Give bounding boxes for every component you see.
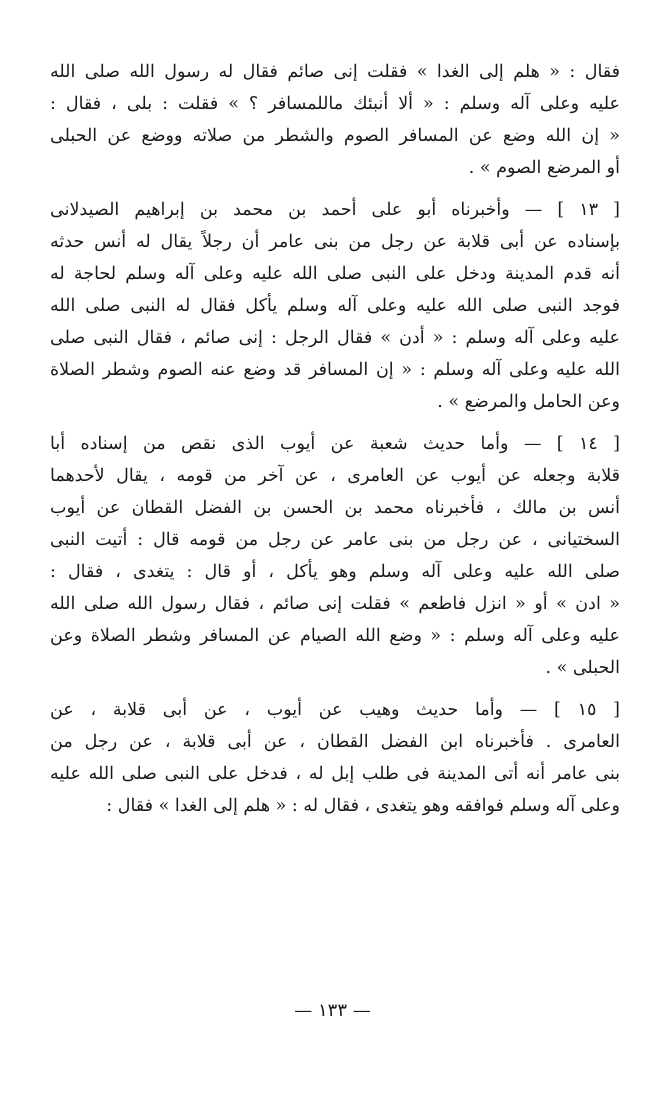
text-line: صلى الله عليه وعلى آله وسلم وهو يأكل ، أو قال : يتغدى ، فقال :	[50, 562, 620, 582]
text-line: « إن الله وضع عن المسافر الصوم والشطر من صلاته ووضع عن الحبلى	[50, 126, 620, 146]
text-line: السختيانى ، عن رجل من بنى عامر عن رجل من قومه قال : أتيت النبى	[50, 530, 620, 550]
text-line: الله عليه وعلى آله وسلم : « إن المسافر قد وضع عنه الصوم وشطر الصلاة	[50, 360, 620, 380]
text-line: أو المرضع الصوم » .	[468, 158, 620, 178]
text-line: بنى عامر أنه أتى المدينة فى طلب إبل له ، فدخل على النبى صلى الله عليه	[50, 764, 620, 784]
text-line: قلابة وجعله عن أيوب عن العامرى ، عن آخر من قومه ، يقال لأحدهما	[50, 466, 620, 486]
text-line: [ ١٥ ] — وأما حديث وهيب عن أيوب ، عن أبى قلابة ، عن	[50, 700, 620, 720]
text-line: [ ١٣ ] — وأخبرناه أبو على أحمد بن محمد بن إبراهيم الصيدلانى	[50, 200, 620, 220]
paragraph	[50, 56, 620, 184]
text-line: فقال : « هلم إلى الغدا » فقلت إنى صائم فقال له رسول الله صلى الله	[50, 62, 620, 82]
text-line: أنس بن مالك ، فأخبرناه محمد بن الحسن بن الفضل القطان عن أيوب	[50, 498, 620, 518]
page-body	[50, 56, 620, 822]
text-line: وعلى آله وسلم فوافقه وهو يتغدى ، فقال له : « هلم إلى الغدا » فقال :	[106, 796, 620, 816]
text-line: الحبلى » .	[545, 658, 620, 678]
text-line: [ ١٤ ] — وأما حديث شعبة عن أيوب الذى نقص من إسناده أبا	[50, 434, 620, 454]
text-line: « ادن » أو « انزل فاطعم » فقلت إنى صائم ، فقال رسول الله صلى الله	[50, 594, 620, 614]
text-line: عليه وعلى آله وسلم : « وضع الله الصيام عن المسافر وشطر الصلاة وعن	[50, 626, 620, 646]
text-line: بإسناده عن أبى قلابة عن رجل من بنى عامر أن رجلاً يقال له أنس حدثه	[50, 232, 620, 252]
page-number: — ١٣٣ —	[294, 1000, 371, 1021]
paragraph	[50, 194, 620, 418]
text-line: العامرى . فأخبرناه ابن الفضل القطان ، عن أبى قلابة ، عن رجل من	[50, 732, 620, 752]
paragraph	[50, 694, 620, 822]
text-line: فوجد النبى صلى الله عليه وعلى آله وسلم يأكل فقال له النبى صلى الله	[50, 296, 620, 316]
text-line: أنه قدم المدينة ودخل على النبى صلى الله عليه وعلى آله وسلم لحاجة له	[50, 264, 620, 284]
text-line: عليه وعلى آله وسلم : « أدن » فقال الرجل : إنى صائم ، فقال النبى صلى	[50, 328, 620, 348]
text-line: وعن الحامل والمرضع » .	[437, 392, 620, 412]
text-line: عليه وعلى آله وسلم : « ألا أنبئك ماللمسافر ؟ » فقلت : بلى ، فقال :	[50, 94, 620, 114]
paragraph	[50, 428, 620, 684]
